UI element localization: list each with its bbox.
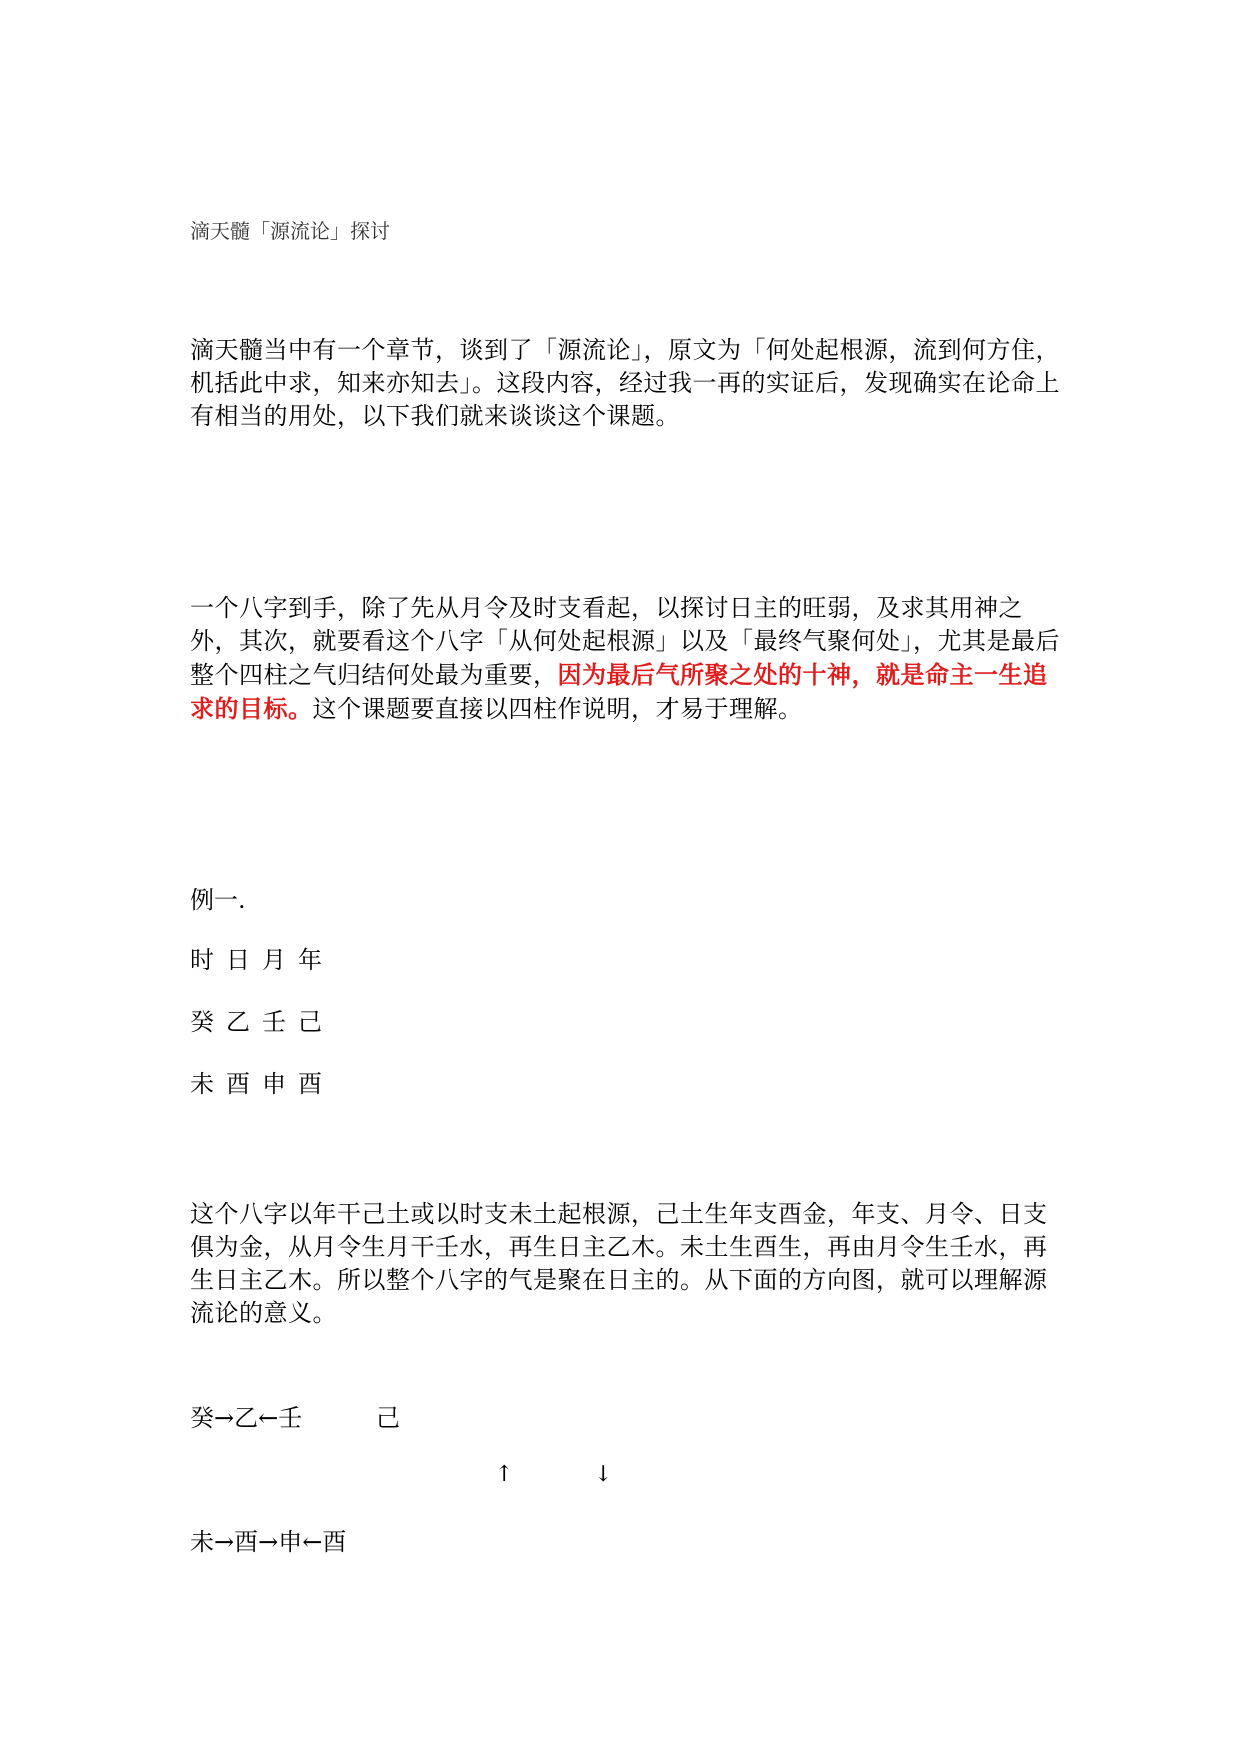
intro-paragraph: 滴天髓当中有一个章节，谈到了「源流论」，原文为「何处起根源，流到何方住，机括此中求，知来亦知去」。这段内容，经过我一再的实证后，发现确实在论命上有相当的用处，以下我们就来谈谈这个课题。 [190, 336, 1060, 430]
down-arrow-icon: ↓ [594, 1462, 613, 1487]
branch-day: 酉 [226, 1070, 250, 1098]
earthly-branches-row [190, 1064, 334, 1099]
stem-day: 乙 [226, 1008, 250, 1036]
analysis-paragraph: 这个八字以年干己土或以时支未土起根源，己土生年支酉金，年支、月令、日支俱为金，从月令生月干壬水，再生日主乙木。未土生酉生，再由月令生壬水，再生日主乙木。所以整个八字的气是聚在日主的。从下面的方向图，就可以理解源流论的意义。 [190, 1200, 1048, 1327]
diagram-top-right: 己 [376, 1404, 400, 1432]
method-text: 一个八字到手，除了先从月令及时支看起，以探讨日主的旺弱，及求其用神之外，其次，就要看这个八字「从何处起根源」以及「最终气聚何处」，尤其是最后整个四柱之气归结何处最为重要， [190, 594, 1060, 689]
up-arrow-icon: ↑ [495, 1462, 514, 1487]
method-paragraph [190, 592, 1060, 726]
document-title: 滴天髓「源流论」探讨 [190, 219, 390, 243]
stem-month: 壬 [262, 1008, 286, 1036]
pillar-header-month: 月 [262, 946, 286, 974]
diagram-bottom-row: 未→酉→申←酉 [190, 1528, 347, 1556]
diagram-top-row: 癸→乙←壬 [190, 1404, 303, 1432]
heavenly-stems-row [190, 1002, 334, 1037]
stem-year: 己 [298, 1008, 322, 1036]
example-title: 例一. [190, 886, 246, 914]
branch-month: 申 [262, 1070, 286, 1098]
stem-hour: 癸 [190, 1008, 214, 1036]
highlighted-text: 因为最后气所聚之处的十神，就是命主一生追求的目标。 [190, 660, 1048, 723]
pillar-header-year: 年 [298, 946, 322, 974]
method-tail-text: 这个课题要直接以四柱作说明，才易于理解。 [312, 695, 803, 723]
pillar-header-day: 日 [226, 946, 250, 974]
branch-year: 酉 [298, 1070, 322, 1098]
pillar-header-row [190, 940, 334, 975]
branch-hour: 未 [190, 1070, 214, 1098]
pillar-header-hour: 时 [190, 946, 214, 974]
